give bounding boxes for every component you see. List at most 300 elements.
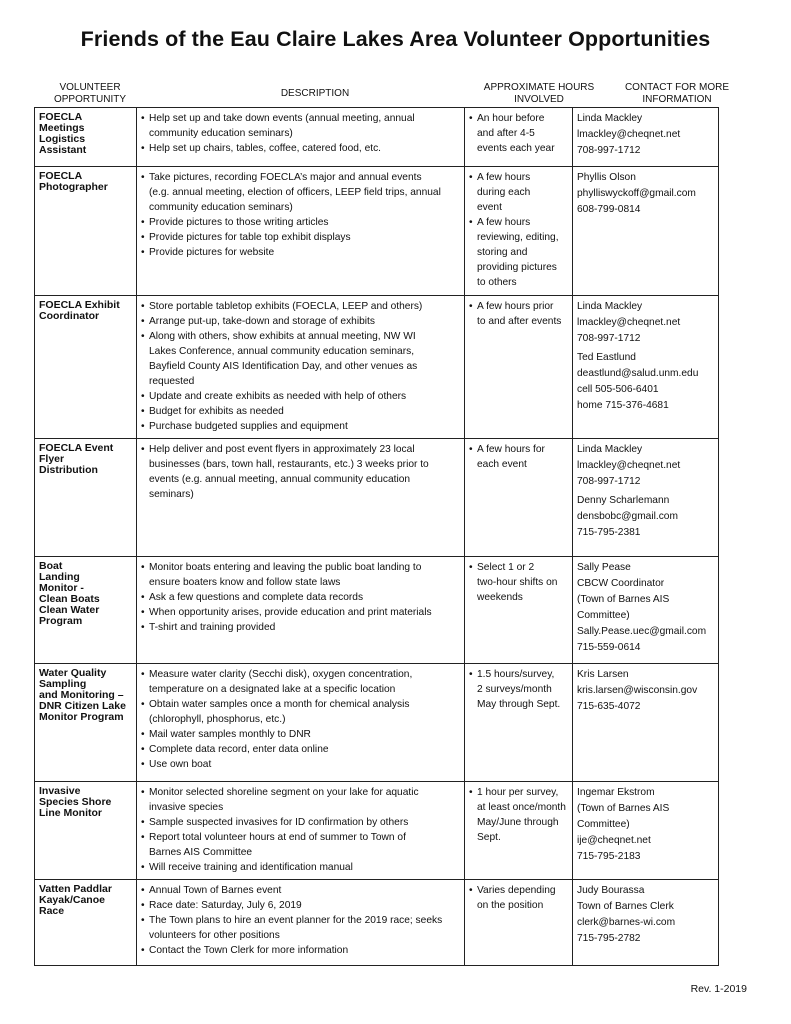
contact-line: Linda Mackley	[577, 444, 643, 455]
opportunity-name-line: Vatten Paddlar	[39, 883, 112, 895]
header-contact-line: CONTACT FOR MORE	[624, 82, 730, 93]
contact-line: 715-795-2183	[577, 851, 641, 862]
description-item-line: Race date: Saturday, July 6, 2019	[149, 900, 302, 911]
opportunity-name-line: Sampling	[39, 678, 87, 690]
contact-group	[577, 170, 714, 218]
contact-line: CBCW Coordinator	[577, 578, 665, 589]
description-item-line: Sample suspected invasives for ID confirmation by others	[149, 817, 409, 828]
hours-item-line: An hour before	[477, 113, 545, 124]
contact-line: (Town of Barnes AIS	[577, 803, 670, 814]
bullet-icon: •	[141, 301, 145, 312]
header-opportunity-line: OPPORTUNITY	[53, 94, 127, 105]
description-item-line: Use own boat	[149, 759, 212, 770]
hours-item-list	[469, 442, 568, 472]
description-item	[141, 170, 460, 215]
contact-group	[577, 667, 714, 715]
description-cell	[137, 880, 465, 966]
hours-item-line: reviewing, editing,	[477, 232, 559, 243]
hours-item-line: A few hours	[477, 217, 531, 228]
description-item-line: T-shirt and training provided	[149, 622, 276, 633]
contact-line: Committee)	[577, 610, 630, 621]
opportunity-cell	[35, 782, 137, 880]
contact-group	[577, 111, 714, 159]
hours-item	[469, 111, 568, 156]
hours-item-line: Select 1 or 2	[477, 562, 535, 573]
hours-item-line: Sept.	[477, 832, 501, 843]
description-item-line: temperature on a designated lake at a specific location	[149, 684, 396, 695]
description-item	[141, 785, 460, 815]
hours-item	[469, 560, 568, 605]
contact-cell	[573, 108, 719, 167]
bullet-icon: •	[141, 113, 145, 124]
opportunity-name-line: Clean Water	[39, 604, 100, 616]
header-contact	[600, 82, 754, 106]
opportunity-name-line: Water Quality	[39, 667, 107, 679]
description-item	[141, 913, 460, 943]
description-item-line: businesses (bars, town hall, restaurants, etc.) 3 weeks prior to	[149, 459, 429, 470]
opportunity-name-line: Species Shore	[39, 796, 112, 808]
opportunity-name-line: FOECLA	[39, 111, 83, 123]
hours-item-list	[469, 785, 568, 845]
description-item-line: Take pictures, recording FOECLA’s major and annual events	[149, 172, 422, 183]
hours-item-list	[469, 883, 568, 913]
table-row	[35, 664, 719, 782]
description-item-line: Complete data record, enter data online	[149, 744, 329, 755]
description-item-line: seminars)	[149, 489, 194, 500]
description-item-line: Purchase budgeted supplies and equipment	[149, 421, 348, 432]
bullet-icon: •	[141, 622, 145, 633]
description-item-line: Monitor boats entering and leaving the public boat landing to	[149, 562, 422, 573]
bullet-icon: •	[469, 669, 473, 680]
contact-cell	[573, 439, 719, 557]
opportunity-name-line: Distribution	[39, 464, 98, 476]
opportunity-name-line: Photographer	[39, 181, 108, 193]
description-item	[141, 111, 460, 141]
opportunity-cell	[35, 167, 137, 296]
description-item-line: Monitor selected shoreline segment on your lake for aquatic	[149, 787, 419, 798]
description-item	[141, 389, 460, 404]
hours-item-list	[469, 111, 568, 156]
opportunity-name	[39, 786, 132, 819]
contact-cell	[573, 296, 719, 439]
contact-line: Sally.Pease.uec@gmail.com	[577, 626, 707, 637]
description-item-line: Will receive training and identification manual	[149, 862, 353, 873]
opportunity-name-line: Logistics	[39, 133, 86, 145]
opportunity-name-line: Monitor -	[39, 582, 84, 594]
header-description	[146, 88, 484, 100]
bullet-icon: •	[141, 759, 145, 770]
bullet-icon: •	[141, 607, 145, 618]
hours-cell	[465, 557, 573, 664]
description-item	[141, 757, 460, 772]
header-hours-line: APPROXIMATE HOURS	[483, 82, 595, 93]
description-item	[141, 943, 460, 958]
description-item-list	[141, 299, 460, 434]
hours-cell	[465, 664, 573, 782]
description-item-line: Ask a few questions and complete data records	[149, 592, 364, 603]
description-item	[141, 590, 460, 605]
description-item	[141, 230, 460, 245]
bullet-icon: •	[141, 832, 145, 843]
contact-cell	[573, 664, 719, 782]
description-item-line: ensure boaters know and follow state laws	[149, 577, 341, 588]
description-item-line: Help set up and take down events (annual meeting, annual	[149, 113, 415, 124]
description-item	[141, 697, 460, 727]
hours-item-line: A few hours for	[477, 444, 545, 455]
hours-item-list	[469, 170, 568, 290]
description-item	[141, 667, 460, 697]
contact-line: lmackley@cheqnet.net	[577, 129, 681, 140]
description-item-line: Measure water clarity (Secchi disk), oxygen concentration,	[149, 669, 413, 680]
description-item	[141, 883, 460, 898]
description-item-line: Annual Town of Barnes event	[149, 885, 282, 896]
contact-line: Denny Scharlemann	[577, 495, 670, 506]
contact-line: clerk@barnes-wi.com	[577, 917, 676, 928]
contact-line: ije@cheqnet.net	[577, 835, 651, 846]
bullet-icon: •	[469, 301, 473, 312]
bullet-icon: •	[469, 217, 473, 228]
hours-cell	[465, 108, 573, 167]
contact-line: home 715-376-4681	[577, 400, 669, 411]
bullet-icon: •	[469, 172, 473, 183]
bullet-icon: •	[141, 669, 145, 680]
table-row	[35, 167, 719, 296]
bullet-icon: •	[141, 444, 145, 455]
description-item-line: (chlorophyll, phosphorus, etc.)	[149, 714, 286, 725]
bullet-icon: •	[141, 900, 145, 911]
hours-item-line: May/June through	[477, 817, 559, 828]
contact-group	[577, 350, 714, 414]
description-item-line: Help set up chairs, tables, coffee, catered food, etc.	[149, 143, 381, 154]
bullet-icon: •	[141, 862, 145, 873]
bullet-icon: •	[141, 915, 145, 926]
hours-item-line: A few hours	[477, 172, 531, 183]
opportunity-cell	[35, 108, 137, 167]
opportunity-name-line: Line Monitor	[39, 807, 102, 819]
description-item	[141, 620, 460, 635]
bullet-icon: •	[141, 945, 145, 956]
description-item	[141, 605, 460, 620]
page-title: Friends of the Eau Claire Lakes Area Volunteer Opportunities	[80, 27, 711, 51]
hours-item-line: 2 surveys/month	[477, 684, 552, 695]
bullet-icon: •	[141, 744, 145, 755]
hours-cell	[465, 167, 573, 296]
hours-item-line: 1 hour per survey,	[477, 787, 559, 798]
contact-group	[577, 560, 714, 656]
bullet-icon: •	[141, 143, 145, 154]
hours-cell	[465, 782, 573, 880]
bullet-icon: •	[141, 331, 145, 342]
hours-item-line: during each	[477, 187, 531, 198]
header-description-line: DESCRIPTION	[280, 88, 350, 99]
hours-item-line: Varies depending	[477, 885, 556, 896]
bullet-icon: •	[141, 562, 145, 573]
bullet-icon: •	[141, 885, 145, 896]
contact-line: 708-997-1712	[577, 145, 641, 156]
bullet-icon: •	[469, 113, 473, 124]
table-row	[35, 296, 719, 439]
hours-item-line: weekends	[477, 592, 523, 603]
hours-item-line: A few hours prior	[477, 301, 554, 312]
description-item-line: Bayfield County AIS Identification Day, and other venues as	[149, 361, 418, 372]
description-cell	[137, 167, 465, 296]
description-item-line: The Town plans to hire an event planner for the 2019 race; seeks	[149, 915, 443, 926]
description-item-list	[141, 667, 460, 772]
opportunity-name	[39, 112, 132, 156]
bullet-icon: •	[141, 316, 145, 327]
opportunity-name-line: Program	[39, 615, 83, 627]
description-item	[141, 830, 460, 860]
contact-cell	[573, 167, 719, 296]
hours-item-line: on the position	[477, 900, 544, 911]
contact-line: Town of Barnes Clerk	[577, 901, 674, 912]
opportunity-name-line: FOECLA Event	[39, 442, 114, 454]
opportunity-cell	[35, 557, 137, 664]
contact-line: Judy Bourassa	[577, 885, 645, 896]
contact-group	[577, 883, 714, 947]
description-cell	[137, 782, 465, 880]
header-contact-line: INFORMATION	[642, 94, 712, 105]
description-cell	[137, 296, 465, 439]
hours-item	[469, 215, 568, 290]
header-opportunity-line: VOLUNTEER	[59, 82, 121, 93]
header-hours-line: INVOLVED	[514, 94, 564, 105]
bullet-icon: •	[141, 232, 145, 243]
description-item-line: Provide pictures for website	[149, 247, 275, 258]
description-item	[141, 419, 460, 434]
description-item-line: Provide pictures to those writing articles	[149, 217, 329, 228]
description-item-line: community education seminars)	[149, 128, 293, 139]
hours-item-line: events each year	[477, 143, 555, 154]
hours-item	[469, 667, 568, 712]
opportunity-name	[39, 668, 132, 723]
contact-line: cell 505-506-6401	[577, 384, 659, 395]
description-item	[141, 815, 460, 830]
contact-group	[577, 785, 714, 865]
hours-item-line: storing and	[477, 247, 528, 258]
contact-line: Linda Mackley	[577, 113, 643, 124]
contact-cell	[573, 557, 719, 664]
hours-item	[469, 883, 568, 913]
description-cell	[137, 557, 465, 664]
contact-cell	[573, 880, 719, 966]
opportunity-name-line: Meetings	[39, 122, 85, 134]
description-item	[141, 560, 460, 590]
hours-item-line: 1.5 hours/survey,	[477, 669, 555, 680]
bullet-icon: •	[141, 421, 145, 432]
contact-line: 708-997-1712	[577, 333, 641, 344]
hours-item-line: and after 4-5	[477, 128, 535, 139]
opportunity-name-line: Boat	[39, 560, 63, 572]
opportunity-name-line: Assistant	[39, 144, 87, 156]
hours-item-line: to others	[477, 277, 517, 288]
hours-item	[469, 442, 568, 472]
description-item-list	[141, 170, 460, 260]
description-item-line: Update and create exhibits as needed with help of others	[149, 391, 407, 402]
description-item-line: Barnes AIS Committee	[149, 847, 253, 858]
description-item	[141, 329, 460, 389]
description-item-line: Arrange put-up, take-down and storage of exhibits	[149, 316, 375, 327]
description-item	[141, 727, 460, 742]
opportunity-name-line: Monitor Program	[39, 711, 124, 723]
description-item-list	[141, 785, 460, 875]
contact-line: lmackley@cheqnet.net	[577, 460, 681, 471]
hours-item-line: at least once/month	[477, 802, 566, 813]
description-item	[141, 404, 460, 419]
contact-line: 708-997-1712	[577, 476, 641, 487]
hours-item-list	[469, 560, 568, 605]
opportunity-name-line: Invasive	[39, 785, 81, 797]
table-row	[35, 880, 719, 966]
description-item-line: Mail water samples monthly to DNR	[149, 729, 311, 740]
description-item	[141, 215, 460, 230]
hours-item-line: May through Sept.	[477, 699, 561, 710]
bullet-icon: •	[469, 787, 473, 798]
contact-line: Sally Pease	[577, 562, 631, 573]
description-item-line: Contact the Town Clerk for more information	[149, 945, 349, 956]
opportunity-cell	[35, 880, 137, 966]
description-item-line: Report total volunteer hours at end of summer to Town of	[149, 832, 406, 843]
opportunity-name-line: Flyer	[39, 453, 65, 465]
bullet-icon: •	[141, 247, 145, 258]
contact-line: 715-795-2782	[577, 933, 641, 944]
opportunity-name	[39, 171, 132, 193]
opportunity-cell	[35, 439, 137, 557]
contact-line: Committee)	[577, 819, 630, 830]
opportunity-name-line: FOECLA	[39, 170, 83, 182]
description-item-line: Help deliver and post event flyers in approximately 23 local	[149, 444, 415, 455]
description-item-line: Along with others, show exhibits at annual meeting, NW WI	[149, 331, 416, 342]
bullet-icon: •	[141, 592, 145, 603]
revision-label: Rev. 1-2019	[690, 983, 747, 995]
hours-item-line: providing pictures	[477, 262, 557, 273]
description-item-line: Lakes Conference, annual community education seminars,	[149, 346, 415, 357]
contact-line: Ingemar Ekstrom	[577, 787, 655, 798]
description-item-line: Store portable tabletop exhibits (FOECLA, LEEP and others)	[149, 301, 423, 312]
description-item-list	[141, 883, 460, 958]
hours-item-line: to and after events	[477, 316, 562, 327]
opportunity-name	[39, 443, 132, 476]
hours-cell	[465, 880, 573, 966]
description-item	[141, 442, 460, 502]
description-item-line: Budget for exhibits as needed	[149, 406, 284, 417]
hours-item	[469, 170, 568, 215]
description-item-line: invasive species	[149, 802, 224, 813]
opportunities-table	[34, 107, 719, 966]
description-cell	[137, 439, 465, 557]
contact-group	[577, 299, 714, 347]
description-cell	[137, 664, 465, 782]
contact-line: 715-795-2381	[577, 527, 641, 538]
description-item	[141, 299, 460, 314]
bullet-icon: •	[469, 444, 473, 455]
hours-item	[469, 299, 568, 329]
description-item-list	[141, 560, 460, 635]
table-row	[35, 439, 719, 557]
opportunity-name-line: Coordinator	[39, 310, 100, 322]
description-item-line: When opportunity arises, provide education and print materials	[149, 607, 432, 618]
bullet-icon: •	[141, 699, 145, 710]
bullet-icon: •	[141, 217, 145, 228]
opportunity-name-line: FOECLA Exhibit	[39, 299, 120, 311]
bullet-icon: •	[141, 406, 145, 417]
description-item	[141, 898, 460, 913]
description-item-line: requested	[149, 376, 195, 387]
contact-line: Phyllis Olson	[577, 172, 636, 183]
description-item-line: events (e.g. annual meeting, annual community education	[149, 474, 411, 485]
opportunity-name	[39, 561, 132, 627]
hours-item	[469, 785, 568, 845]
hours-item-list	[469, 667, 568, 712]
bullet-icon: •	[469, 885, 473, 896]
contact-line: lmackley@cheqnet.net	[577, 317, 681, 328]
contact-line: 715-559-0614	[577, 642, 641, 653]
bullet-icon: •	[469, 562, 473, 573]
header-opportunity	[34, 82, 146, 106]
description-item	[141, 860, 460, 875]
description-item-line: Obtain water samples once a month for chemical analysis	[149, 699, 410, 710]
contact-line: kris.larsen@wisconsin.gov	[577, 685, 698, 696]
contact-line: 715-635-4072	[577, 701, 641, 712]
bullet-icon: •	[141, 787, 145, 798]
description-item-line: volunteers for other positions	[149, 930, 280, 941]
opportunity-name-line: Kayak/Canoe	[39, 894, 105, 906]
contact-line: Kris Larsen	[577, 669, 629, 680]
contact-line: deastlund@salud.unm.edu	[577, 368, 699, 379]
opportunity-name-line: and Monitoring –	[39, 689, 124, 701]
opportunity-name	[39, 300, 132, 322]
description-item-line: (e.g. annual meeting, election of officers, LEEP field trips, annual	[149, 187, 441, 198]
bullet-icon: •	[141, 391, 145, 402]
description-item	[141, 245, 460, 260]
bullet-icon: •	[141, 729, 145, 740]
opportunity-name-line: Race	[39, 905, 65, 917]
hours-item-list	[469, 299, 568, 329]
table-row	[35, 557, 719, 664]
description-item-list	[141, 442, 460, 502]
description-cell	[137, 108, 465, 167]
contact-line: Ted Eastlund	[577, 352, 636, 363]
description-item	[141, 314, 460, 329]
hours-cell	[465, 439, 573, 557]
description-item	[141, 141, 460, 156]
description-item	[141, 742, 460, 757]
hours-item-line: event	[477, 202, 502, 213]
hours-item-line: each event	[477, 459, 527, 470]
contact-line: densbobc@gmail.com	[577, 511, 678, 522]
contact-cell	[573, 782, 719, 880]
hours-cell	[465, 296, 573, 439]
contact-line: 608-799-0814	[577, 204, 641, 215]
opportunity-cell	[35, 664, 137, 782]
opportunity-name-line: Landing	[39, 571, 80, 583]
description-item-line: Provide pictures for table top exhibit displays	[149, 232, 351, 243]
contact-line: phylliswyckoff@gmail.com	[577, 188, 696, 199]
hours-item-line: two-hour shifts on	[477, 577, 558, 588]
contact-line: Linda Mackley	[577, 301, 643, 312]
table-row	[35, 782, 719, 880]
table-row	[35, 108, 719, 167]
contact-group	[577, 442, 714, 490]
description-item-line: community education seminars)	[149, 202, 293, 213]
description-item-list	[141, 111, 460, 156]
bullet-icon: •	[141, 817, 145, 828]
opportunity-name-line: DNR Citizen Lake	[39, 700, 126, 712]
contact-line: (Town of Barnes AIS	[577, 594, 670, 605]
opportunity-name	[39, 884, 132, 917]
header-hours	[476, 82, 602, 106]
opportunity-cell	[35, 296, 137, 439]
